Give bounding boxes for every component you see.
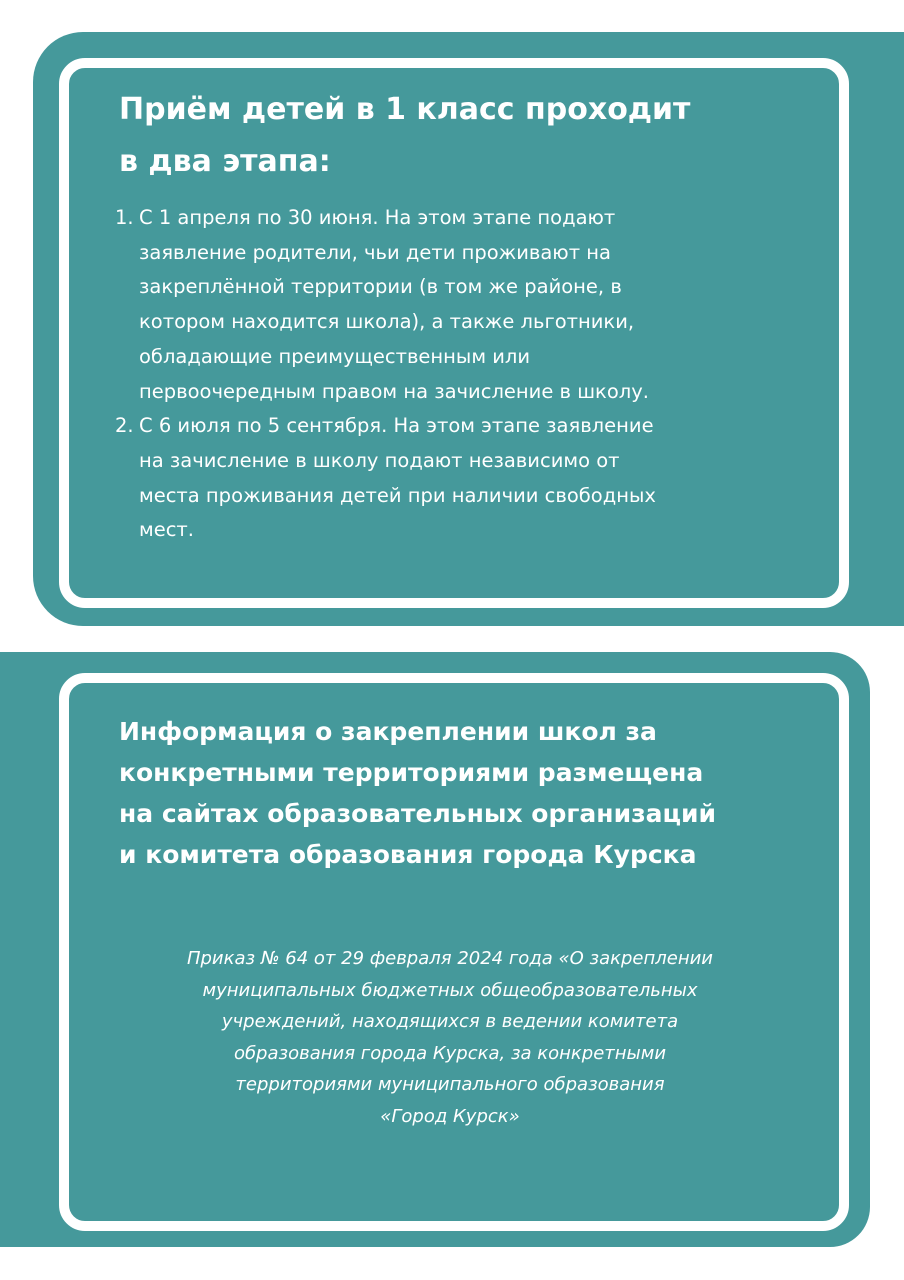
order-reference	[100, 943, 800, 1132]
order-line: учреждений, находящихся в ведении комитета	[221, 1011, 679, 1032]
stages-title	[119, 84, 799, 188]
stage-text-line: С 6 июля по 5 сентября. На этом этапе заявление	[139, 414, 654, 438]
stage-number: 2.	[115, 414, 134, 438]
stages-title-line: в два этапа:	[119, 144, 331, 179]
info-title-line: конкретными территориями размещена	[119, 758, 704, 787]
stage-text-line: заявление родители, чьи дети проживают на	[139, 240, 611, 264]
stages-list	[115, 201, 805, 548]
info-title-line: Информация о закреплении школ за	[119, 717, 657, 746]
order-line: муниципальных бюджетных общеобразовательных	[202, 979, 698, 1001]
stage-text-line: мест.	[139, 518, 194, 542]
stage-text-line: места проживания детей при наличии свободных	[139, 483, 656, 507]
stage-text-line: на зачисление в школу подают независимо от	[139, 448, 620, 472]
order-line: территориями муниципального образования	[235, 1074, 665, 1095]
order-line: «Город Курск»	[380, 1105, 520, 1127]
info-title-line: и комитета образования города Курска	[119, 840, 697, 869]
stage-text-line: обладающие преимущественным или	[139, 344, 531, 368]
order-line: образования города Курска, за конкретными	[233, 1042, 667, 1064]
stage-number: 1.	[115, 206, 134, 229]
stage-text-line: С 1 апреля по 30 июня. На этом этапе подают	[139, 206, 616, 229]
stage-text-line: котором находится школа), а также льготники,	[139, 310, 635, 334]
order-line: Приказ № 64 от 29 февраля 2024 года «О закреплении	[186, 948, 714, 969]
stage-text-line: первоочередным правом на зачисление в школу.	[139, 379, 649, 403]
stage-text-line: закреплённой территории (в том же районе, в	[139, 275, 622, 299]
info-title	[119, 711, 819, 875]
stage-item	[115, 409, 805, 548]
info-title-line: на сайтах образовательных организаций	[119, 799, 717, 828]
stage-item	[115, 201, 805, 409]
stages-title-line: Приём детей в 1 класс проходит	[119, 92, 691, 127]
